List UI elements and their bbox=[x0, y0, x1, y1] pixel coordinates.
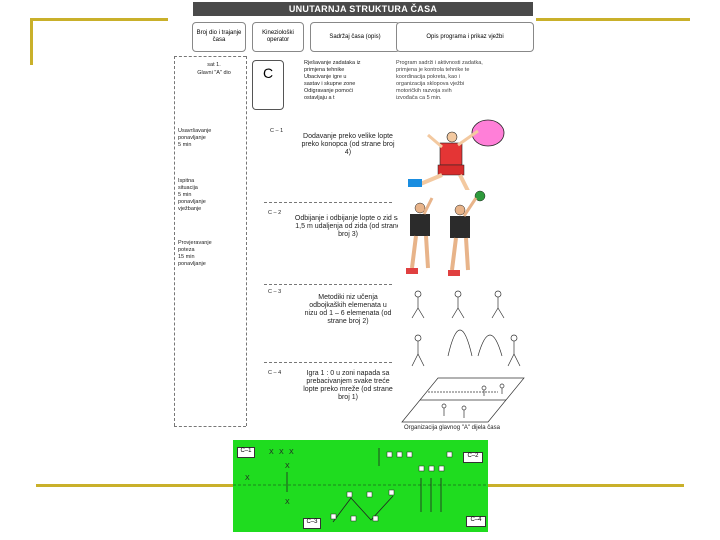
field-lines bbox=[233, 440, 488, 532]
exercise-code-3: C – 3 bbox=[268, 289, 282, 295]
exercise-text-2: Odbijanje i odbijanje lopte o zid sa 1,5 m udaljenja od zida (od strane broj 3) bbox=[294, 215, 402, 238]
illustration-c3 bbox=[398, 284, 524, 374]
exercise-text-1: Dodavanje preko velike lopte preko konopca (od strane broj 4) bbox=[301, 133, 395, 156]
note-line: Odigravanje pomoći bbox=[304, 88, 353, 94]
svg-text:X: X bbox=[245, 475, 250, 482]
note-line: primjena tehnike bbox=[304, 67, 345, 73]
field-label-c3: C–3 bbox=[303, 518, 321, 529]
notes-block bbox=[304, 60, 384, 102]
organization-caption: Organizacija glavnog "A" dijela časa bbox=[404, 425, 500, 431]
exercise-text-4: Igra 1 : 0 u zoni napada sa prebacivanjem svake treće lopte preko mreže (od strane broj 1) bbox=[303, 370, 393, 401]
field-label-c4: C–4 bbox=[466, 516, 486, 527]
note-line: ostavljaju a t bbox=[304, 95, 335, 101]
section-divider bbox=[264, 362, 392, 363]
note-line: sastav i skupne zone bbox=[304, 81, 356, 87]
dashed-left-border bbox=[174, 56, 175, 426]
field-label-c2: C–2 bbox=[463, 452, 483, 463]
header-cell-part: Broj dio i trajanje časa bbox=[192, 22, 246, 52]
left-label-2: Ispitna situacija 5 min ponavljanje vježbanje bbox=[178, 178, 206, 212]
exercise-text-3: Metodiki niz učenja odbojkaških elemenata u nizu od 1 – 6 elemenata (od strane broj 2) bbox=[304, 294, 392, 325]
svg-text:X: X bbox=[285, 463, 290, 470]
dashed-bottom-border bbox=[174, 426, 246, 427]
exercise-code-1: C – 1 bbox=[270, 128, 284, 134]
svg-text:X: X bbox=[279, 449, 284, 456]
dashed-top-border bbox=[174, 56, 246, 57]
note-line: Ubacivanje igre u bbox=[304, 74, 347, 80]
left-label-3: Provjeravanje poteza 15 min ponavljanje bbox=[178, 240, 212, 267]
svg-text:X: X bbox=[289, 449, 294, 456]
c-operator-box: C bbox=[252, 60, 284, 110]
svg-text:X: X bbox=[285, 499, 290, 506]
svg-text:X: X bbox=[269, 449, 274, 456]
frame-left-line bbox=[30, 18, 33, 65]
header-cell-content: Sadržaj časa (opis) bbox=[310, 22, 400, 52]
section-divider bbox=[264, 284, 392, 285]
part-sub-label: Glavni "A" dio bbox=[197, 70, 231, 76]
program-description: Program sadrži i aktivnosti zadatka, primjena je kontrola tehnike te koordinacija pokreta, kao i organizacija sklopova vježbi motoričkih razvoja svih izvođača ca 5 min. bbox=[396, 60, 483, 101]
part-label: sat 1. bbox=[207, 62, 221, 68]
note-line: Rješavanje zadataka iz bbox=[304, 60, 361, 66]
doc-title: UNUTARNJA STRUKTURA ČASA bbox=[193, 2, 533, 16]
header-cell-description: Opis programa i prikaz vježbi bbox=[396, 22, 534, 52]
section-divider bbox=[264, 202, 392, 203]
dashed-col-divider bbox=[246, 56, 247, 426]
organization-field bbox=[233, 440, 488, 532]
header-cell-operator: Kineziološki operator bbox=[252, 22, 304, 52]
illustration-c2 bbox=[398, 190, 494, 280]
exercise-code-2: C – 2 bbox=[268, 210, 282, 216]
left-label-1: Usavršavanje ponavljanje 5 min bbox=[178, 128, 212, 148]
exercise-code-4: C – 4 bbox=[268, 370, 282, 376]
illustration-c4 bbox=[398, 370, 526, 426]
field-label-c1: C–1 bbox=[237, 447, 255, 458]
